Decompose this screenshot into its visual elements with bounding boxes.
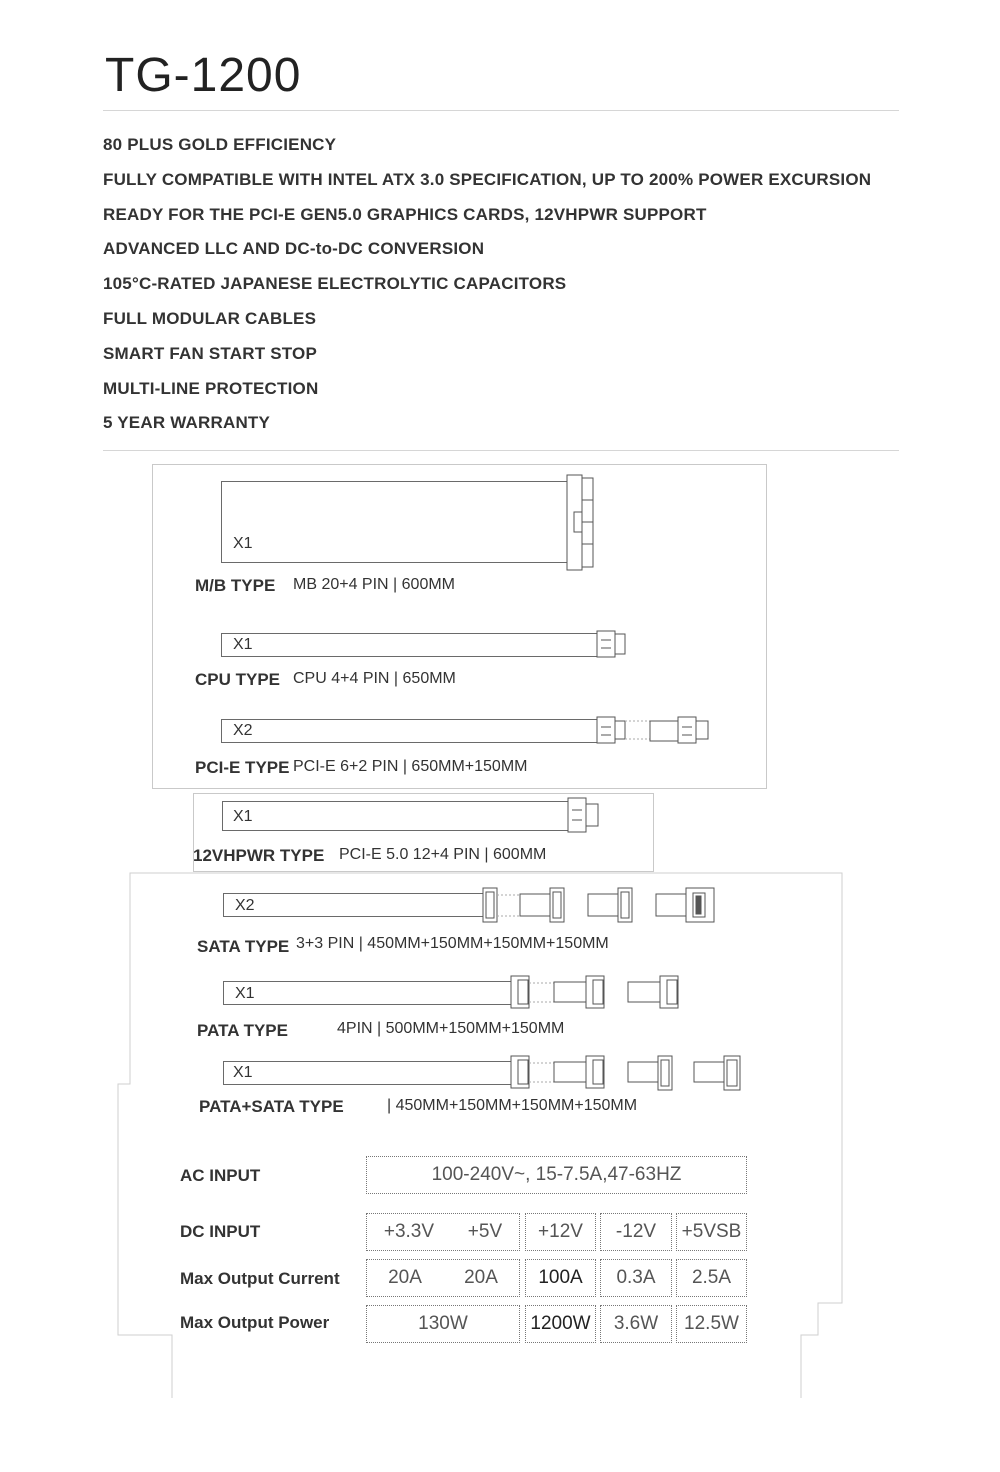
- power-cell: [525, 1305, 596, 1343]
- feature-item: READY FOR THE PCI-E GEN5.0 GRAPHICS CARDS, 12VHPWR SUPPORT: [103, 204, 707, 224]
- rail-label: -12V: [615, 1221, 657, 1242]
- rail-label: +12V: [538, 1221, 583, 1242]
- max-current-label: Max Output Current: [180, 1269, 340, 1288]
- cable-spec: 3+3 PIN | 450MM+150MM+150MM+150MM: [296, 935, 609, 952]
- power-cell: [366, 1305, 520, 1343]
- cable-spec: CPU 4+4 PIN | 650MM: [293, 670, 456, 687]
- cpu-cable: [221, 633, 599, 657]
- cable-spec: | 450MM+150MM+150MM+150MM: [387, 1097, 638, 1114]
- power-value: 3.6W: [613, 1313, 659, 1334]
- current-cell: [600, 1259, 672, 1297]
- feature-item: FULL MODULAR CABLES: [103, 308, 317, 328]
- pata-connector-icon: [510, 974, 686, 1010]
- current-value: 2.5A: [691, 1267, 732, 1288]
- 12vhpwr-connector-icon: [567, 796, 601, 836]
- feature-item: FULLY COMPATIBLE WITH INTEL ATX 3.0 SPECIFICATION, UP TO 200% POWER EXCURSION: [103, 169, 872, 189]
- rail-cell: [525, 1213, 596, 1251]
- current-value: 20A: [464, 1267, 498, 1288]
- current-cell: [525, 1259, 596, 1297]
- power-value: 12.5W: [684, 1313, 739, 1334]
- current-value: 0.3A: [616, 1267, 656, 1288]
- ac-input-text: 100-240V~, 15-7.5A,47-63HZ: [431, 1164, 682, 1185]
- cable-quantity: X1: [233, 808, 253, 825]
- ac-input-value: [366, 1156, 747, 1194]
- cable-quantity: X1: [233, 636, 253, 653]
- cable-type-label: PCI-E TYPE: [195, 758, 290, 777]
- rail-cell: [676, 1213, 747, 1251]
- power-value: 130W: [418, 1313, 468, 1334]
- power-value: 1200W: [530, 1313, 591, 1334]
- cable-type-label: CPU TYPE: [195, 670, 281, 689]
- pata-sata-connector-icon: [510, 1054, 746, 1092]
- cable-quantity: X1: [233, 1064, 253, 1081]
- cable-spec: MB 20+4 PIN | 600MM: [293, 576, 455, 593]
- feature-item: 5 YEAR WARRANTY: [103, 413, 271, 433]
- rail-cell: [600, 1213, 672, 1251]
- mb-cable: [221, 481, 569, 563]
- cable-type-label: M/B TYPE: [195, 576, 276, 595]
- power-cell: [600, 1305, 672, 1343]
- feature-item: 105°C-RATED JAPANESE ELECTROLYTIC CAPACITORS: [103, 274, 567, 294]
- cpu-connector-icon: [596, 628, 628, 660]
- sata-connector-icon: [482, 886, 722, 926]
- max-power-label: Max Output Power: [180, 1313, 330, 1332]
- current-cell: [676, 1259, 747, 1297]
- cable-spec: 4PIN | 500MM+150MM+150MM: [337, 1020, 565, 1037]
- cable-quantity: X2: [233, 722, 253, 739]
- cable-spec: PCI-E 6+2 PIN | 650MM+150MM: [293, 758, 528, 775]
- dc-input-label: DC INPUT: [180, 1222, 261, 1241]
- current-value: 100A: [538, 1267, 583, 1288]
- pata-cable: [223, 981, 513, 1005]
- product-title: TG-1200: [105, 49, 302, 102]
- pcie-cable: [221, 719, 599, 743]
- rail-label: +5V: [467, 1221, 503, 1242]
- cable-quantity: X2: [235, 897, 255, 914]
- pcie-connector-icon: [596, 715, 712, 747]
- mb-connector-icon: [566, 474, 596, 572]
- cable-quantity: X1: [233, 535, 253, 552]
- current-value: 20A: [388, 1267, 422, 1288]
- pata-sata-cable: [223, 1061, 513, 1085]
- feature-item: MULTI-LINE PROTECTION: [103, 378, 319, 398]
- feature-item: 80 PLUS GOLD EFFICIENCY: [103, 135, 337, 154]
- sata-cable: [223, 893, 485, 917]
- cable-type-label: 12VHPWR TYPE: [193, 846, 325, 865]
- power-cell: [676, 1305, 747, 1343]
- feature-item: ADVANCED LLC AND DC-to-DC CONVERSION: [103, 239, 485, 259]
- 12vhpwr-cable: [222, 801, 570, 831]
- cable-type-label: PATA TYPE: [197, 1021, 288, 1040]
- rail-label: +3.3V: [383, 1221, 435, 1242]
- cable-quantity: X1: [235, 985, 255, 1002]
- current-cell: [366, 1259, 520, 1297]
- cable-spec: PCI-E 5.0 12+4 PIN | 600MM: [339, 846, 547, 863]
- cable-type-label: PATA+SATA TYPE: [199, 1097, 344, 1116]
- feature-item: SMART FAN START STOP: [103, 343, 317, 363]
- ac-input-label: AC INPUT: [180, 1166, 261, 1185]
- rail-label: +5VSB: [681, 1221, 742, 1242]
- rail-cell: [366, 1213, 520, 1251]
- cable-type-label: SATA TYPE: [197, 937, 290, 956]
